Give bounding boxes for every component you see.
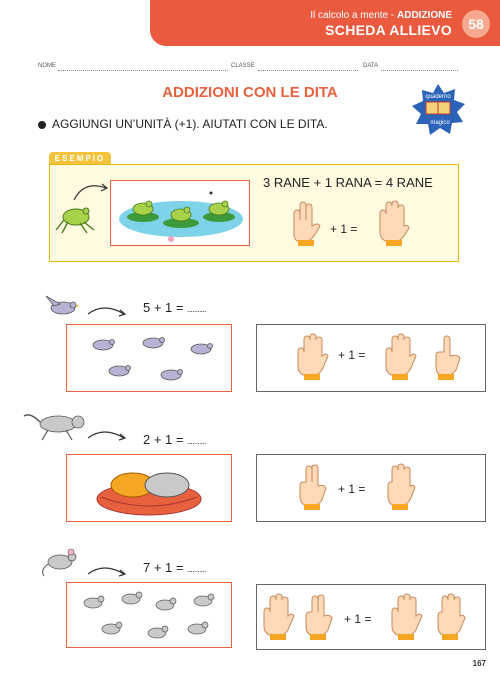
exercise-3-sum bbox=[143, 560, 206, 575]
hand-two-fingers-icon bbox=[296, 464, 330, 510]
exercise-2-expression: 2 + 1 = bbox=[143, 432, 184, 447]
hand-three-fingers-icon bbox=[288, 200, 324, 246]
exercise-3-expression: 7 + 1 = bbox=[143, 560, 184, 575]
arrow-icon bbox=[72, 180, 110, 202]
flying-bird-illustration bbox=[44, 294, 82, 318]
date-label: DATA bbox=[363, 63, 379, 69]
cats-box bbox=[66, 454, 232, 522]
header-banner bbox=[150, 0, 500, 46]
badge-text-2: magico bbox=[430, 120, 450, 126]
exercise-2-answer-blank[interactable]: ........... bbox=[187, 437, 207, 446]
arrow-icon bbox=[86, 426, 128, 444]
running-mouse-illustration bbox=[38, 544, 82, 578]
exercise-2-plus-one: + 1 = bbox=[338, 482, 366, 496]
subtitle-topic: ADDIZIONE bbox=[397, 10, 452, 21]
instruction bbox=[38, 117, 328, 131]
arrow-icon bbox=[86, 302, 128, 320]
quaderno-magico-badge bbox=[410, 84, 466, 136]
exercise-3-plus-one: + 1 = bbox=[344, 612, 372, 626]
exercise-1-expression: 5 + 1 = bbox=[143, 300, 184, 315]
example-tab: ESEMPIO bbox=[49, 152, 111, 166]
class-label: CLASSE bbox=[231, 63, 255, 69]
hand-three-fingers-icon bbox=[434, 594, 468, 640]
exercise-1-sum bbox=[143, 300, 206, 315]
page-title: ADDIZIONI CON LE DITA bbox=[162, 84, 338, 101]
bullet-icon bbox=[38, 121, 46, 129]
arrow-icon bbox=[86, 562, 128, 580]
subtitle-prefix: Il calcolo a mente - bbox=[310, 10, 397, 21]
cats-in-basket-illustration bbox=[67, 455, 231, 521]
instruction-text: AGGIUNGI UN’UNITÀ (+1). AIUTATI CON LE DITA. bbox=[52, 117, 328, 131]
name-field[interactable] bbox=[58, 70, 228, 71]
hand-five-fingers-icon bbox=[262, 594, 296, 640]
hand-one-finger-icon bbox=[430, 334, 464, 380]
name-label: NOME bbox=[38, 63, 56, 69]
frog-pond-box bbox=[110, 180, 250, 246]
exercise-1-plus-one: + 1 = bbox=[338, 348, 366, 362]
hand-two-fingers-icon bbox=[302, 594, 336, 640]
hands-answer-box-2 bbox=[256, 454, 486, 522]
hand-three-fingers-icon bbox=[384, 464, 418, 510]
header-subtitle bbox=[310, 10, 452, 21]
hand-five-fingers-icon bbox=[390, 594, 424, 640]
hand-four-fingers-icon bbox=[376, 200, 412, 246]
hand-five-fingers-icon bbox=[296, 334, 330, 380]
example-plus-one: + 1 = bbox=[330, 222, 358, 236]
example-equation: 3 RANE + 1 RANA = 4 RANE bbox=[263, 175, 433, 190]
jumping-frog-illustration bbox=[54, 200, 100, 234]
header-title: SCHEDA ALLIEVO bbox=[325, 22, 452, 38]
class-field[interactable] bbox=[258, 70, 358, 71]
frog-pond-illustration bbox=[111, 181, 249, 245]
exercise-1-answer-blank[interactable]: ........... bbox=[187, 305, 207, 314]
birds-box bbox=[66, 324, 232, 392]
mice-box bbox=[66, 582, 232, 648]
exercise-3-answer-blank[interactable]: ........... bbox=[187, 565, 207, 574]
page-badge: 58 bbox=[462, 10, 490, 38]
seven-mice-illustration bbox=[67, 583, 231, 647]
date-field[interactable] bbox=[381, 70, 458, 71]
exercise-2-sum bbox=[143, 432, 206, 447]
page-number: 167 bbox=[472, 659, 486, 668]
five-birds-illustration bbox=[67, 325, 231, 391]
badge-text-1: quaderno bbox=[425, 94, 451, 100]
hand-five-fingers-icon bbox=[384, 334, 418, 380]
running-cat-illustration bbox=[20, 402, 90, 442]
